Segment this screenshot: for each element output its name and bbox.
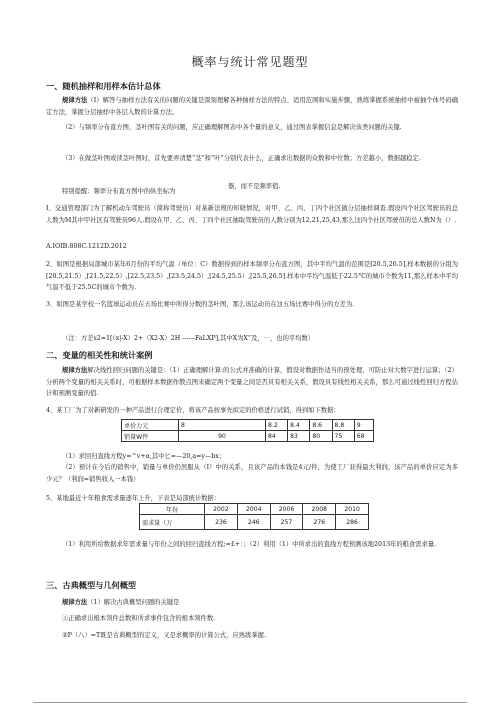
- table-cell: 2008: [303, 504, 336, 515]
- table-cell: 8.8: [332, 420, 354, 431]
- question-1-options: A.IOIB.808C.1212D.2012: [46, 243, 127, 250]
- question-1: I、交通管理部门为了解机动车驾驶员（简称驾驶员）对某新法规的知晓情况，对甲、乙、丙、丁四个社区做分层抽样调查.假设四个社区驾驶员的总人数为M其中甲社区有驾驶员96人.假设在甲、乙、丙、丁四个社区抽取驾驶员的人数分别为12,21,25,43,那么这四个社区驾驶员的总人数N为（）.: [46, 205, 458, 224]
- sec1-paragraph-3: （3）在做茎叶图或读茎叶图时，首先要弄清楚“茎”和“叶”分别代表什么，正确求出数据的众数和中位数；方差越小，数据越稳定.: [62, 155, 421, 162]
- table-cell: 236: [205, 515, 238, 530]
- table-cell: 销量W件: [122, 431, 179, 442]
- table-cell: 8.6: [310, 420, 332, 431]
- table-cell: 8: [179, 420, 266, 431]
- page-bottom-rule: [33, 702, 467, 703]
- question-2: 2、如图是根据局部城市某年6月份的平均气温（单位：C）数据得到的样本频率分布直方图，其中平均气温的范围是[20.5,26.5],样本数据的分组为[20.5,21.5）,[21.5,22.5）,[22.5,23.5）,[23.5,24.5）,[24.5,25.5）,[25.5,26.5].样本中平均气温低于22.5°C的城市个数为11,那么样本中平均气温不低于25.5C的城市个数为.: [46, 261, 458, 292]
- table-cell: 84: [266, 431, 288, 442]
- sec1-paragraph-1: 规律方法（I）解答与抽样方法有关的问题的关键是深刻理解各种抽样方法的特点、适用范围和实施步骤，熟练掌握系统抽样中被抽个体号码确定方法，掌握分层抽样中各层入数的计算方法。: [46, 97, 458, 116]
- price-sales-table: [121, 419, 374, 442]
- question-5-parts: （1）利用所给数据求年需求量与年份之间的回归直线方程;=£+：；（2）利用（1）中所求出的直线方程预测该地2013年的粮食需求量.: [62, 541, 437, 548]
- sec3-paragraph-1: 规律方法（1）解决古典概型问题的关键是: [62, 599, 180, 606]
- table-cell: 257: [270, 515, 303, 530]
- variance-formula-note: （注：方差s2=1[（x|-X）2+（X2-X）2H ------FaLXP],其中X为X”及，⋯，也的平均数）: [62, 335, 315, 342]
- table-cell: 单价力元: [122, 420, 179, 431]
- table-cell: 2010: [336, 504, 369, 515]
- table-cell: 80: [310, 431, 332, 442]
- table-cell: 需求量（万: [140, 515, 205, 530]
- question-5: 5、某地最近十年粮食需求量逐年上升，下表是局部统计数据：: [46, 495, 221, 502]
- table-row-sales: [122, 431, 374, 442]
- table-cell: 2002: [205, 504, 238, 515]
- table-cell: 2006: [270, 504, 303, 515]
- question-4: 4、某工厂为了对新研发的一种产品进行合理定价，将该产品按事先拟定的价格进行试销，得到如下数据：: [46, 407, 340, 414]
- table-cell: 90: [179, 431, 266, 442]
- section-heading-correlation: 二、变量的相关性和统计案例: [46, 350, 153, 360]
- table-cell: 276: [303, 515, 336, 530]
- section-heading-probability: 三、古典概型与几何概型: [46, 580, 137, 590]
- sec1-reminder-part-b: 器，而不是频率值.: [228, 183, 281, 190]
- question-4-part-2: （2）预计在今后的销售中，销量与单价仍然服从（I）中的关系，且该产品的本钱是4元/件，为使工厂获得最大利润，该产品的单价应定为多少元？（利润=销售收入一本钱）: [46, 464, 458, 483]
- question-4-part-1: （1）求回归直线方程y=^v+α,其中匕=—20,a=y—bx；: [62, 453, 226, 460]
- rule-label: 规律方法: [62, 97, 88, 104]
- table-cell: 年份: [140, 504, 205, 515]
- sec1-paragraph-2: （2）与频率分布直方图、茎叶图有关的问题，应正确理解图表中各个量的意义，通过图表掌握信息是解决该类问题的关键.: [62, 124, 402, 131]
- sec1-reminder-part-a: 特别提醒：频率分布直方图中的纵坐标为: [62, 188, 176, 195]
- sec2-paragraph-1: 规律方法解决线性回归问题的关键是：（1）正确理解计算:的公式并准确的计算，假设对数据作适当的预处理，可防止对大数字进行运算；（2）分析两个变量的相关关系时，可根据样本数据作散点图来确定两个变量之间是否具有相关关系，假设具有线性相关关系，那么可通过线性回归方程估计和预测变量的值.: [46, 367, 458, 398]
- table-cell: 2004: [237, 504, 270, 515]
- table-cell: 8.4: [288, 420, 310, 431]
- table-cell: 9: [354, 420, 373, 431]
- table-cell: 68: [354, 431, 373, 442]
- table-row-year: [140, 504, 369, 515]
- table-cell: 75: [332, 431, 354, 442]
- rule-label: 规律方法: [62, 599, 88, 606]
- page-title: 概率与统计常见题型: [191, 55, 309, 69]
- table-row-demand: [140, 515, 369, 530]
- table-row-price: [122, 420, 374, 431]
- section-heading-sampling: 一、随机抽样和用样本估计总体: [46, 81, 161, 91]
- table-cell: 246: [237, 515, 270, 530]
- question-3: 3、如图是某学校一名篮球运动员在五场比赛中所得分数的茎叶图，那么该运动员在这五场比赛中得分的方差为.: [46, 301, 355, 308]
- table-cell: 83: [288, 431, 310, 442]
- grain-demand-table: [139, 503, 369, 530]
- rule-label: 规律方法: [62, 367, 88, 374]
- sec3-point-1: ①正确求出根本领件总数和所求事件包含的根本领件数.: [62, 615, 216, 622]
- sec3-point-2: ②P（八）=T既是古典概型的定义，又是求概率的计算公式，应熟练掌握.: [62, 632, 266, 639]
- table-cell: 8.2: [266, 420, 288, 431]
- table-cell: 286: [336, 515, 369, 530]
